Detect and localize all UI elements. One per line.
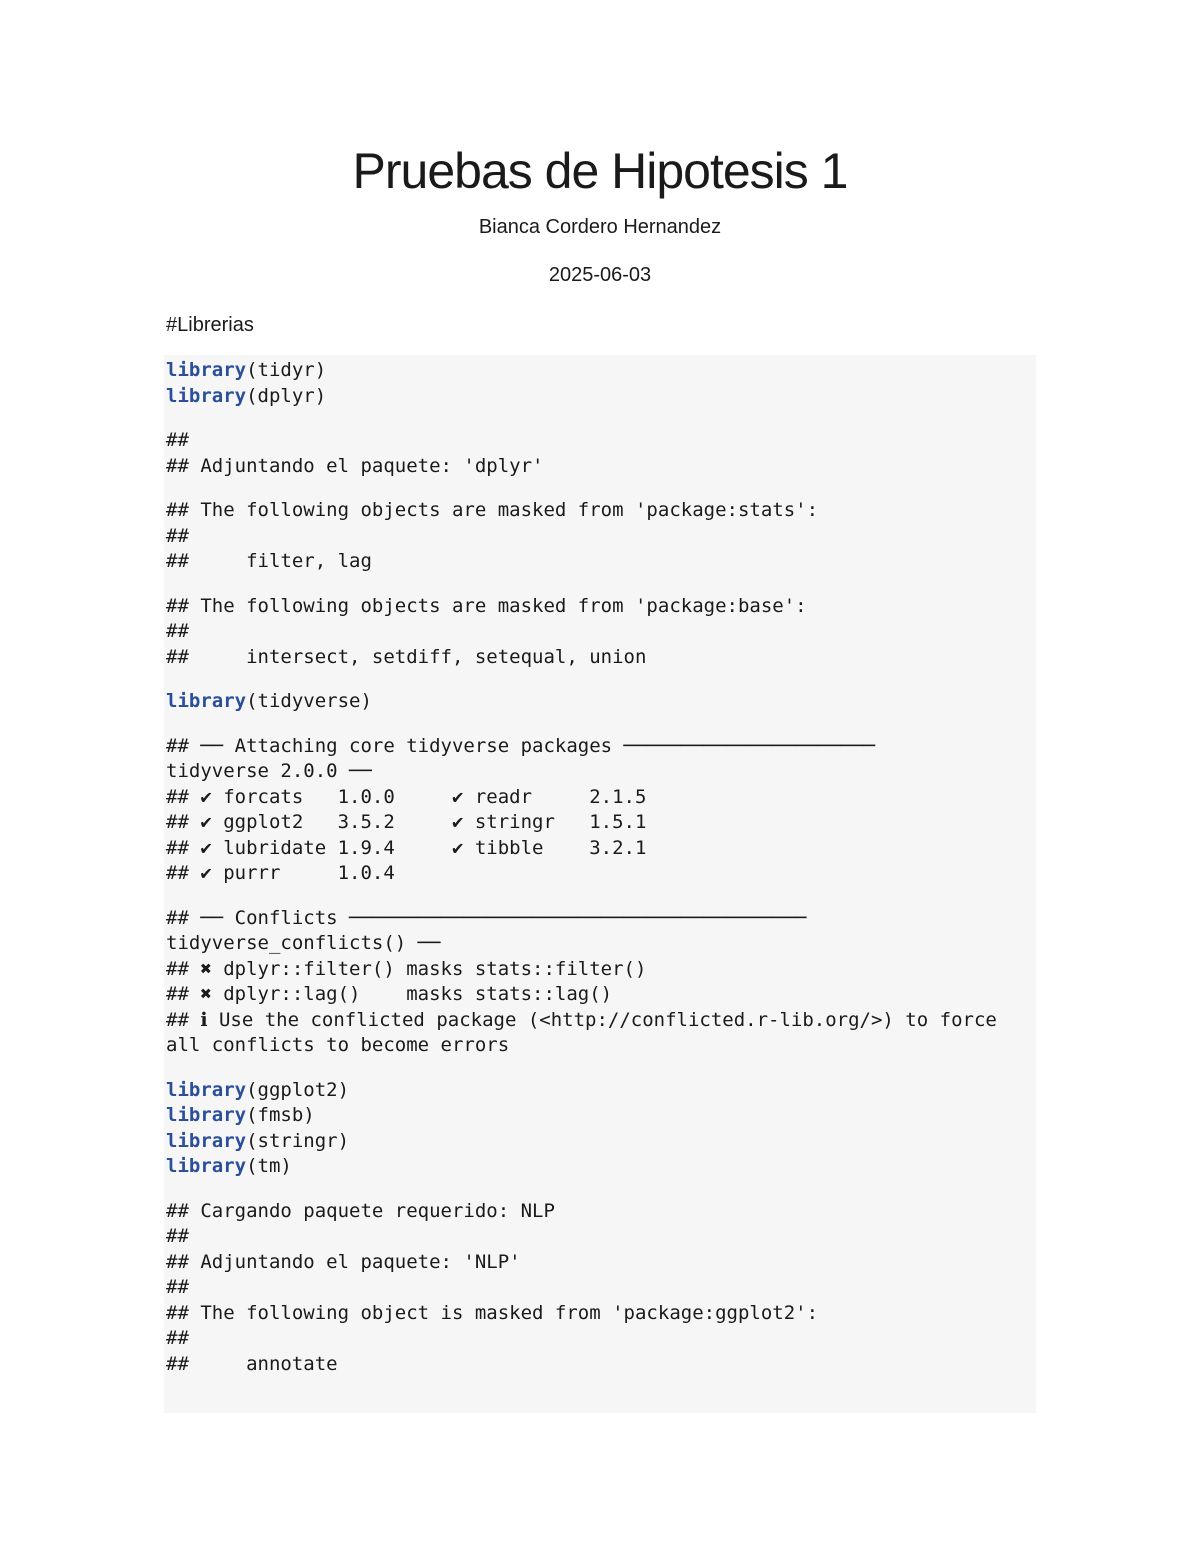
code-line xyxy=(166,384,1034,410)
function-argument: (stringr) xyxy=(246,1129,350,1152)
function-keyword: library xyxy=(166,1104,247,1126)
output-line: ## Adjuntando el paquete: 'dplyr' xyxy=(166,454,544,477)
output-line: tidyverse 2.0.0 ── xyxy=(166,760,372,782)
code-line xyxy=(166,1078,1034,1104)
code-chunk xyxy=(166,1078,1034,1180)
code-line xyxy=(166,358,1034,384)
output-line: ## The following object is masked from 'package:ggplot2': xyxy=(166,1301,819,1324)
output-line: ## ✔ ggplot2 3.5.2 ✔ stringr 1.5.1 xyxy=(166,811,647,833)
output-line: ## Adjuntando el paquete: 'NLP' xyxy=(166,1250,521,1273)
output-chunk xyxy=(166,734,1034,887)
output-line: ## intersect, setdiff, setequal, union xyxy=(166,645,647,668)
function-keyword: library xyxy=(166,359,247,381)
function-argument: (tm) xyxy=(246,1155,292,1177)
output-line: ## ✔ forcats 1.0.0 ✔ readr 2.1.5 xyxy=(166,785,647,808)
document-author: Bianca Cordero Hernandez xyxy=(478,216,722,238)
code-line xyxy=(166,689,1034,715)
output-chunk xyxy=(166,498,1034,575)
output-line: ## xyxy=(166,1327,189,1349)
output-chunk xyxy=(166,1199,1034,1378)
function-keyword: library xyxy=(166,1078,247,1101)
output-line: ## The following objects are masked from 'package:stats': xyxy=(166,499,819,521)
output-line: ## Cargando paquete requerido: NLP xyxy=(166,1199,555,1222)
output-line: ## ✔ purrr 1.0.4 xyxy=(166,862,395,884)
output-chunk xyxy=(166,906,1034,1059)
document-title: Pruebas de Hipotesis 1 xyxy=(352,143,848,199)
function-argument: (ggplot2) xyxy=(246,1078,350,1101)
code-chunk xyxy=(166,689,1034,715)
code-blocks xyxy=(166,358,1034,1377)
output-line: ## ── Conflicts ──────────────────────────────────────── xyxy=(166,906,807,929)
output-line: ## ✖ dplyr::lag() masks stats::lag() xyxy=(166,983,613,1005)
code-line xyxy=(166,1129,1034,1155)
output-line: ## The following objects are masked from 'package:base': xyxy=(166,594,807,617)
code-line xyxy=(166,1154,1034,1180)
output-line: ## ── Attaching core tidyverse packages ────────────────────── xyxy=(166,734,876,757)
function-argument: (tidyr) xyxy=(246,359,327,381)
output-line: ## ✖ dplyr::filter() masks stats::filter() xyxy=(166,957,647,980)
function-keyword: library xyxy=(166,384,247,407)
output-line: ## annotate xyxy=(166,1352,338,1375)
output-line: ## ✔ lubridate 1.9.4 ✔ tibble 3.2.1 xyxy=(166,836,647,859)
output-line: ## ℹ Use the conflicted package (<http://conflicted.r-lib.org/>) to force xyxy=(166,1008,997,1031)
output-line: ## xyxy=(166,1276,189,1298)
function-keyword: library xyxy=(166,1155,247,1177)
output-line: ## xyxy=(166,429,189,451)
function-argument: (tidyverse) xyxy=(246,690,372,712)
output-line: tidyverse_conflicts() ── xyxy=(166,932,441,954)
output-line: all conflicts to become errors xyxy=(166,1034,510,1056)
code-chunk xyxy=(166,358,1034,409)
output-line: ## xyxy=(166,1225,189,1247)
function-keyword: library xyxy=(166,690,247,712)
section-heading: #Librerias xyxy=(166,314,254,336)
document-date: 2025-06-03 xyxy=(548,264,652,286)
output-line: ## xyxy=(166,524,189,547)
function-keyword: library xyxy=(166,1129,247,1152)
output-line: ## xyxy=(166,620,189,642)
output-line: ## filter, lag xyxy=(166,550,372,572)
output-chunk xyxy=(166,428,1034,479)
function-argument: (fmsb) xyxy=(246,1104,315,1126)
code-line xyxy=(166,1103,1034,1129)
output-chunk xyxy=(166,594,1034,671)
function-argument: (dplyr) xyxy=(246,384,327,407)
